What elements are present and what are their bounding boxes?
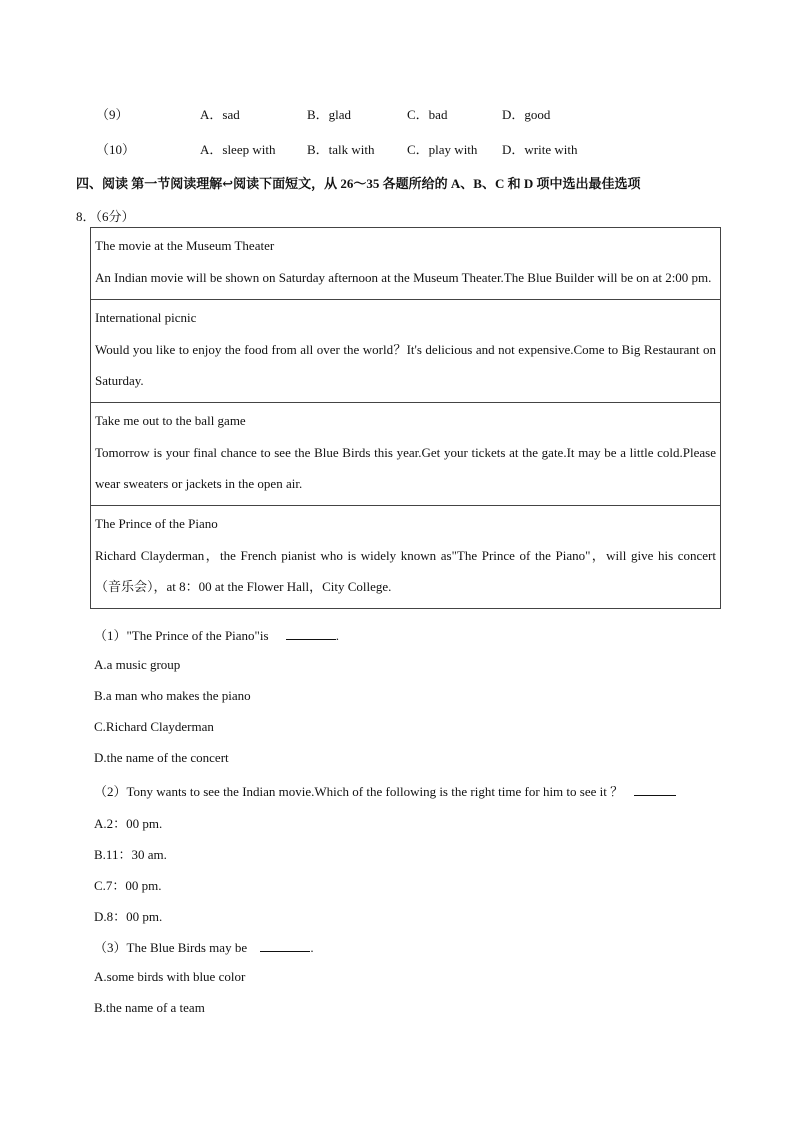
- ad-body: Richard Clayderman，the French pianist who is widely known as"The Prince of the Piano"，will give his concert（音乐会），at 8：00 at the Flower Hall，City College.: [95, 548, 716, 594]
- question-1-option: D.the name of the concert: [94, 750, 229, 765]
- ad-cell-picnic: [91, 300, 721, 403]
- question-2-option: D.8：00 pm.: [94, 909, 163, 924]
- question-3-stem: [94, 937, 314, 956]
- table-row: [91, 403, 721, 506]
- option-row-number: （10）: [96, 142, 136, 157]
- question-1-option: C.Richard Clayderman: [94, 719, 214, 734]
- table-row: [91, 506, 721, 609]
- ads-table: [90, 227, 721, 609]
- ad-title: Take me out to the ball game: [95, 413, 246, 428]
- question-stem-text: （3）The Blue Birds may be: [94, 940, 248, 955]
- ad-cell-piano: [91, 506, 721, 609]
- question-header: 8．（6分）: [76, 209, 135, 224]
- question-stem-tail: .: [335, 628, 340, 643]
- option-b: B．glad: [307, 107, 352, 122]
- question-2-option: A.2：00 pm.: [94, 816, 163, 831]
- option-row-number: （9）: [96, 107, 129, 122]
- question-3-option: A.some birds with blue color: [94, 969, 246, 984]
- answer-blank: [634, 784, 676, 796]
- ad-title: The movie at the Museum Theater: [95, 238, 275, 253]
- question-1-stem: [94, 625, 339, 644]
- ad-title: International picnic: [95, 310, 197, 325]
- option-a: A．sleep with: [200, 142, 276, 157]
- ad-body: An Indian movie will be shown on Saturday afternoon at the Museum Theater.The Blue Builder will be on at 2:00 pm.: [95, 270, 712, 285]
- ad-title: The Prince of the Piano: [95, 516, 218, 531]
- table-row: [91, 300, 721, 403]
- option-a: A．sad: [200, 107, 240, 122]
- question-3-option: B.the name of a team: [94, 1000, 205, 1015]
- ad-body: Tomorrow is your final chance to see the Blue Birds this year.Get your tickets at the gate.It may be a little cold.Please wear sweaters or jackets in the open air.: [95, 445, 716, 491]
- table-row: [91, 228, 721, 300]
- question-2-stem: [94, 781, 676, 800]
- option-d: D．good: [502, 107, 551, 122]
- question-stem-tail: .: [310, 940, 314, 955]
- question-stem-text: （1）"The Prince of the Piano"is: [94, 628, 269, 643]
- section-heading: 四、阅读 第一节阅读理解↩阅读下面短文，从 26～35 各题所给的 A、B、C 和 D 项中选出最佳选项: [76, 176, 641, 191]
- option-d: D．write with: [502, 142, 578, 157]
- ad-cell-ball-game: [91, 403, 721, 506]
- answer-blank: [260, 940, 310, 952]
- question-2-option: C.7：00 pm.: [94, 878, 162, 893]
- ad-cell-movie: [91, 228, 721, 300]
- question-1-option: A.a music group: [94, 657, 181, 672]
- ad-body: Would you like to enjoy the food from all over the world？It's delicious and not expensive.Come to Big Restaurant on Saturday.: [95, 342, 716, 388]
- answer-blank: [286, 628, 336, 640]
- option-b: B．talk with: [307, 142, 375, 157]
- question-2-option: B.11：30 am.: [94, 847, 167, 862]
- option-c: C．play with: [407, 142, 478, 157]
- option-c: C．bad: [407, 107, 448, 122]
- question-1-option: B.a man who makes the piano: [94, 688, 251, 703]
- question-stem-text: （2）Tony wants to see the Indian movie.Which of the following is the right time for him to see it ？: [94, 784, 624, 799]
